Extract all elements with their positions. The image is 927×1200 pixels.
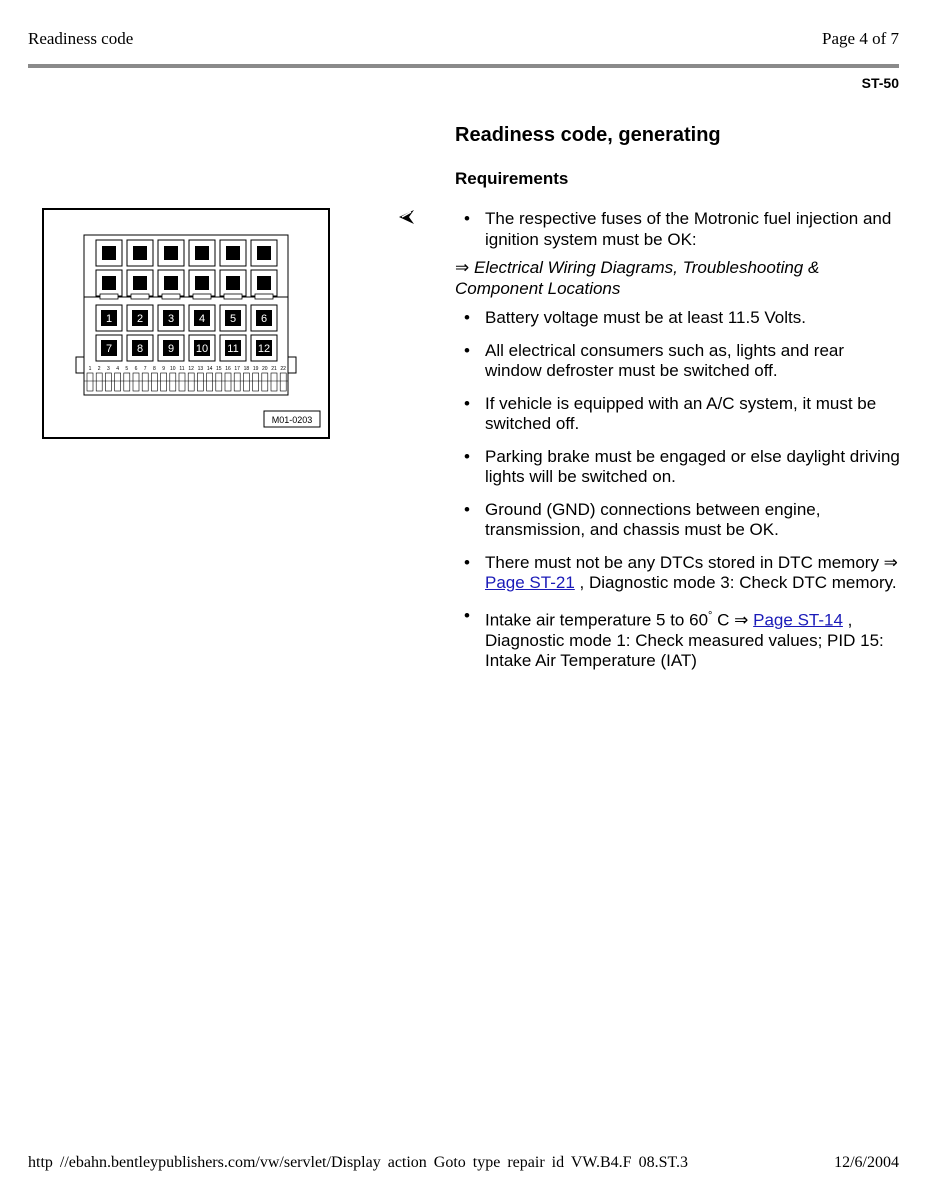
relay-pin (164, 246, 178, 260)
terminal-pin (151, 373, 157, 391)
terminal-pin (216, 373, 222, 391)
terminal-number: 3 (107, 366, 110, 372)
housing-tab-right (288, 357, 296, 373)
fuse-number: 2 (136, 313, 144, 325)
terminal-pin (115, 373, 121, 391)
divider-clip (100, 294, 118, 299)
terminal-number: 1 (88, 366, 92, 372)
item-text: The respective fuses of the Motronic fuel injection and ignition system must be OK: (485, 209, 892, 249)
divider-clip (193, 294, 211, 299)
terminal-pin (179, 373, 185, 391)
terminal-number: 8 (153, 366, 156, 372)
bullet: • (464, 499, 470, 519)
terminal-number: 21 (271, 366, 277, 372)
fuse-number: 11 (227, 343, 239, 355)
terminal-number: 20 (262, 366, 268, 372)
section-code: ST-50 (861, 75, 899, 91)
terminal-number: 16 (225, 366, 231, 372)
terminal-number: 11 (179, 366, 185, 372)
figure-label: M01-0203 (271, 415, 313, 425)
housing-tab-left (76, 357, 84, 373)
relay-pin (226, 246, 240, 260)
terminal-pin (197, 373, 203, 391)
relay-pin (257, 276, 271, 290)
relay-pin (102, 246, 116, 260)
relay-pin (195, 276, 209, 290)
relay-pin (226, 276, 240, 290)
divider-clip (255, 294, 273, 299)
fuse-box-figure (42, 208, 330, 439)
terminal-pin (96, 373, 102, 391)
relay-pin (195, 246, 209, 260)
item-text: There must not be any DTCs stored in DTC memory ⇒ (485, 552, 898, 572)
terminal-pin (161, 373, 167, 391)
terminal-pin (133, 373, 139, 391)
item-text: Ground (GND) connections between engine, transmission, and chassis must be OK. (485, 499, 821, 539)
terminal-number: 18 (243, 366, 250, 372)
terminal-pin (188, 373, 194, 391)
terminal-pin (170, 373, 176, 391)
relay-pin (133, 276, 147, 290)
terminal-number: 4 (116, 366, 119, 372)
bullet: • (464, 308, 470, 327)
bullet: • (464, 340, 470, 360)
terminal-number: 12 (188, 366, 194, 372)
terminal-pin (207, 373, 213, 391)
terminal-pin (280, 373, 286, 391)
page-header-title: Readiness code (28, 29, 134, 48)
item-text: , Diagnostic mode 3: Check DTC memory. (574, 573, 897, 592)
terminal-number: 2 (97, 366, 101, 372)
fuse-number: 10 (195, 343, 209, 355)
list-item (455, 606, 900, 672)
relay-pin (257, 246, 271, 260)
terminal-number: 13 (197, 366, 204, 372)
terminal-pin (142, 373, 148, 391)
terminal-pin (243, 373, 249, 391)
terminal-number: 6 (134, 366, 138, 372)
item-text: If vehicle is equipped with an A/C system, it must be switched off. (485, 393, 877, 433)
footer-date: 12/6/2004 (834, 1154, 899, 1171)
list-item (455, 394, 900, 435)
fuse-box-diagram (44, 210, 328, 437)
fuse-number: 8 (136, 343, 144, 355)
item-text: , Diagnostic mode 1: Check measured values; PID 15: Intake Air Temperature (IAT) (485, 610, 884, 671)
page-number: Page 4 of 7 (822, 29, 899, 48)
list-item (455, 447, 900, 488)
requirements-list (455, 209, 900, 250)
bullet: • (464, 552, 470, 572)
fuse-number: 1 (105, 313, 113, 325)
divider-clip (224, 294, 242, 299)
divider-clip (162, 294, 180, 299)
page-title: Readiness code, generating (455, 124, 721, 146)
item-text: Parking brake must be engaged or else daylight driving lights will be switched on. (485, 446, 900, 486)
requirements-list-continued (455, 308, 900, 672)
list-item (455, 500, 900, 541)
terminal-pin (262, 373, 268, 391)
terminal-number: 15 (216, 366, 222, 372)
terminal-pin (271, 373, 277, 391)
footer-url: http //ebahn.bentleypublishers.com/vw/servlet/Display action Goto type repair id VW.B4.F 08.ST.3 (28, 1154, 689, 1171)
item-text: Battery voltage must be at least 11.5 Volts. (485, 308, 806, 327)
terminal-pin (225, 373, 231, 391)
list-item (455, 209, 900, 250)
fuse-number: 3 (167, 313, 175, 325)
bullet: • (464, 605, 470, 625)
relay-pin (164, 276, 178, 290)
fuse-number: 6 (260, 313, 268, 325)
bullet: • (464, 393, 470, 413)
terminal-number: 17 (234, 366, 240, 372)
page-st21-link[interactable]: Page ST-21 (485, 573, 575, 592)
terminal-pin (105, 373, 111, 391)
main-content (455, 122, 900, 684)
terminal-pin (253, 373, 259, 391)
header-divider (28, 64, 899, 68)
fuse-number: 7 (105, 343, 113, 355)
list-item (455, 553, 900, 594)
list-item (455, 341, 900, 382)
requirements-heading: Requirements (455, 169, 569, 188)
relay-pin (102, 276, 116, 290)
item-text: Intake air temperature 5 to 60 (485, 610, 709, 630)
item-text: All electrical consumers such as, lights and rear window defroster must be switched off. (485, 340, 845, 380)
terminal-number: 9 (162, 366, 165, 372)
fuse-number: 12 (257, 343, 271, 355)
degree-symbol: ° (708, 609, 713, 622)
terminal-number: 5 (125, 366, 129, 372)
terminal-pin (124, 373, 130, 391)
terminal-pin (234, 373, 240, 391)
ref-arrow: ⇒ (455, 258, 470, 277)
list-item (455, 308, 900, 329)
page-st14-link[interactable]: Page ST-14 (753, 610, 843, 630)
terminal-number: 10 (170, 366, 176, 372)
bullet: • (464, 446, 470, 466)
terminal-number: 7 (143, 366, 147, 372)
reference-text: Electrical Wiring Diagrams, Troubleshooting & Component Locations (455, 258, 820, 298)
terminal-pin (87, 373, 93, 391)
divider-clip (131, 294, 149, 299)
pointer-arrow-icon (398, 208, 416, 226)
fuse-number: 4 (198, 313, 206, 325)
item-text: C ⇒ (712, 610, 754, 630)
terminal-number: 14 (206, 366, 213, 372)
fuse-number: 9 (167, 343, 175, 355)
bullet: • (464, 209, 470, 228)
reference-line (455, 258, 900, 299)
terminal-number: 22 (280, 366, 286, 372)
fuse-number: 5 (229, 313, 237, 325)
relay-pin (133, 246, 147, 260)
terminal-number: 19 (252, 366, 259, 372)
